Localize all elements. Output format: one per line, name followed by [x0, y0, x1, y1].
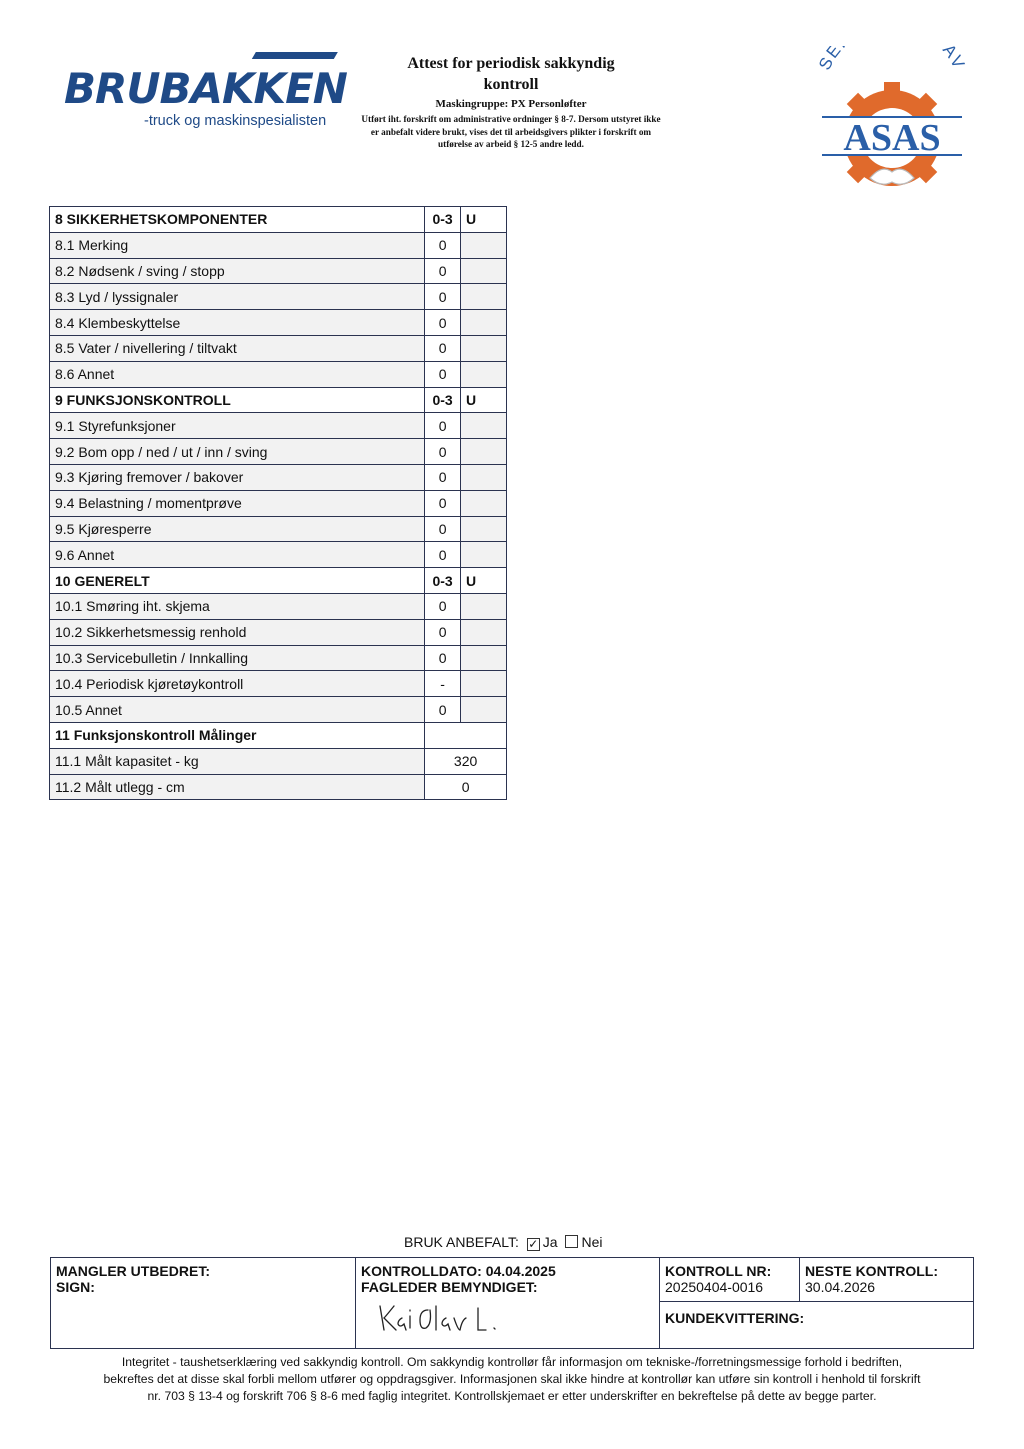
item-score: 0	[425, 516, 461, 542]
document-title-line2: kontroll	[483, 76, 539, 93]
control-date: KONTROLLDATO: 04.04.2025	[361, 1263, 556, 1279]
table-row	[50, 542, 507, 568]
table-row	[50, 284, 507, 310]
measurement-label: 11.1 Målt kapasitet - kg	[50, 748, 425, 774]
item-label: 9.1 Styrefunksjoner	[50, 413, 425, 439]
item-label: 8.1 Merking	[50, 232, 425, 258]
item-u-cell	[460, 232, 506, 258]
item-u-cell	[460, 335, 506, 361]
table-row	[50, 232, 507, 258]
item-score: 0	[425, 284, 461, 310]
checkbox-nei[interactable]	[565, 1235, 578, 1248]
item-u-cell	[460, 671, 506, 697]
table-row	[50, 258, 507, 284]
defects-fixed-cell	[51, 1258, 356, 1348]
u-header: U	[460, 207, 506, 233]
table-row	[50, 619, 507, 645]
item-score: 0	[425, 697, 461, 723]
measurement-value: 0	[425, 774, 507, 800]
regulation-note: Utført iht. forskrift om administrative ordninger § 8-7. Dersom utstyret ikke er anbefalt videre brukt, vises det til arbeidsgivers plikter i forskrift om utførelse av arbeid § 12-5 andre ledd.	[361, 114, 661, 149]
item-score: 0	[425, 464, 461, 490]
defects-fixed-label: MANGLER UTBEDRET:	[56, 1263, 210, 1279]
measurement-value: 320	[425, 748, 507, 774]
item-u-cell	[460, 413, 506, 439]
table-row	[50, 464, 507, 490]
item-u-cell	[460, 258, 506, 284]
table-row	[50, 413, 507, 439]
item-u-cell	[460, 516, 506, 542]
inspection-table	[49, 206, 507, 800]
item-u-cell	[460, 542, 506, 568]
item-score: 0	[425, 232, 461, 258]
table-row	[50, 490, 507, 516]
control-number-cell	[660, 1258, 800, 1302]
item-label: 8.2 Nødsenk / sving / stopp	[50, 258, 425, 284]
scale-header: 0-3	[425, 207, 461, 233]
nei-label: Nei	[581, 1234, 603, 1250]
item-u-cell	[460, 439, 506, 465]
measurement-label: 11.2 Målt utlegg - cm	[50, 774, 425, 800]
section-header-row	[50, 387, 507, 413]
table-row	[50, 671, 507, 697]
table-row	[50, 439, 507, 465]
item-u-cell	[460, 593, 506, 619]
machine-group: Maskingruppe: PX Personløfter	[435, 98, 587, 110]
scale-header: 0-3	[425, 387, 461, 413]
sign-label: SIGN:	[56, 1279, 95, 1295]
table-row	[50, 593, 507, 619]
logo-wordmark: BRUBAKKEN	[64, 64, 347, 113]
item-u-cell	[460, 645, 506, 671]
control-number-label: KONTROLL NR:	[665, 1263, 772, 1279]
section-title: 8 SIKKERHETSKOMPONENTER	[50, 207, 425, 233]
section-title: 11 Funksjonskontroll Målinger	[50, 722, 425, 748]
checkbox-ja[interactable]: ✓	[528, 1237, 539, 1251]
measurement-header-blank	[425, 722, 507, 748]
cert-arc-text: SE AV	[814, 46, 970, 74]
item-score: 0	[425, 645, 461, 671]
item-u-cell	[460, 284, 506, 310]
item-label: 9.3 Kjøring fremover / bakover	[50, 464, 425, 490]
cert-name-text: ASAS	[843, 117, 941, 159]
item-label: 10.5 Annet	[50, 697, 425, 723]
table-row	[50, 748, 507, 774]
table-row	[50, 335, 507, 361]
customer-receipt-label: KUNDEKVITTERING:	[665, 1310, 805, 1326]
item-score: 0	[425, 413, 461, 439]
item-label: 8.3 Lyd / lyssignaler	[50, 284, 425, 310]
footer-line-1: Integritet - taushetserklæring ved sakkyndig kontroll. Om sakkyndig kontrollør får informasjon om tekniske-/forretningsmessige forhold i bedriften,	[121, 1355, 903, 1369]
item-score: 0	[425, 542, 461, 568]
item-score: -	[425, 671, 461, 697]
item-score: 0	[425, 490, 461, 516]
item-label: 10.4 Periodisk kjøretøykontroll	[50, 671, 425, 697]
item-label: 9.6 Annet	[50, 542, 425, 568]
table-row	[50, 697, 507, 723]
item-label: 9.2 Bom opp / ned / ut / inn / sving	[50, 439, 425, 465]
item-label: 10.2 Sikkerhetsmessig renhold	[50, 619, 425, 645]
item-label: 10.3 Servicebulletin / Innkalling	[50, 645, 425, 671]
item-label: 9.5 Kjøresperre	[50, 516, 425, 542]
u-header: U	[460, 568, 506, 594]
use-recommended-label: BRUK ANBEFALT:	[404, 1234, 519, 1250]
brubakken-logo	[62, 50, 362, 130]
item-score: 0	[425, 619, 461, 645]
item-u-cell	[460, 619, 506, 645]
document-title-line1: Attest for periodisk sakkyndig	[407, 55, 615, 72]
item-score: 0	[425, 310, 461, 336]
signoff-block	[50, 1257, 974, 1349]
item-label: 8.6 Annet	[50, 361, 425, 387]
authorized-leader-label: FAGLEDER BEMYNDIGET:	[361, 1279, 538, 1295]
handshake-icon	[870, 169, 914, 184]
document-header	[360, 53, 662, 151]
table-row	[50, 645, 507, 671]
item-score: 0	[425, 439, 461, 465]
item-score: 0	[425, 335, 461, 361]
section-header-row	[50, 568, 507, 594]
handwritten-signature	[376, 1298, 516, 1338]
asas-certification-badge	[812, 46, 972, 198]
ja-label: Ja	[542, 1234, 558, 1250]
item-u-cell	[460, 490, 506, 516]
item-label: 10.1 Smøring iht. skjema	[50, 593, 425, 619]
item-u-cell	[460, 361, 506, 387]
use-recommended-row	[404, 1234, 603, 1251]
table-row	[50, 774, 507, 800]
item-score: 0	[425, 258, 461, 284]
control-number: 20250404-0016	[665, 1279, 764, 1295]
item-label: 8.5 Vater / nivellering / tiltvakt	[50, 335, 425, 361]
item-u-cell	[460, 697, 506, 723]
table-row	[50, 310, 507, 336]
table-row	[50, 361, 507, 387]
u-header: U	[460, 387, 506, 413]
next-control-label: NESTE KONTROLL:	[805, 1263, 938, 1279]
footer-line-2: bekreftes det at disse skal forbli mellom utfører og oppdragsgiver. Informasjonen skal ikke hindre at kontrollør kan utføre sin kontroll i henhold til forskrift	[103, 1372, 921, 1386]
item-score: 0	[425, 593, 461, 619]
control-date-cell	[356, 1258, 660, 1348]
item-label: 8.4 Klembeskyttelse	[50, 310, 425, 336]
scale-header: 0-3	[425, 568, 461, 594]
section-title: 9 FUNKSJONSKONTROLL	[50, 387, 425, 413]
section-header-row	[50, 722, 507, 748]
integrity-statement	[50, 1354, 974, 1405]
item-label: 9.4 Belastning / momentprøve	[50, 490, 425, 516]
item-u-cell	[460, 310, 506, 336]
logo-tagline: -truck og maskinspesialisten	[144, 113, 327, 129]
section-title: 10 GENERELT	[50, 568, 425, 594]
section-header-row	[50, 207, 507, 233]
customer-receipt-cell	[660, 1302, 973, 1348]
footer-line-3: nr. 703 § 13-4 og forskrift 706 § 8-6 med faglig integritet. Kontrollskjemaet er etter underskrifter en bekreftelse på dette av begge parter.	[147, 1389, 877, 1403]
next-control-cell	[800, 1258, 973, 1302]
item-u-cell	[460, 464, 506, 490]
item-score: 0	[425, 361, 461, 387]
table-row	[50, 516, 507, 542]
next-control-date: 30.04.2026	[805, 1279, 876, 1295]
